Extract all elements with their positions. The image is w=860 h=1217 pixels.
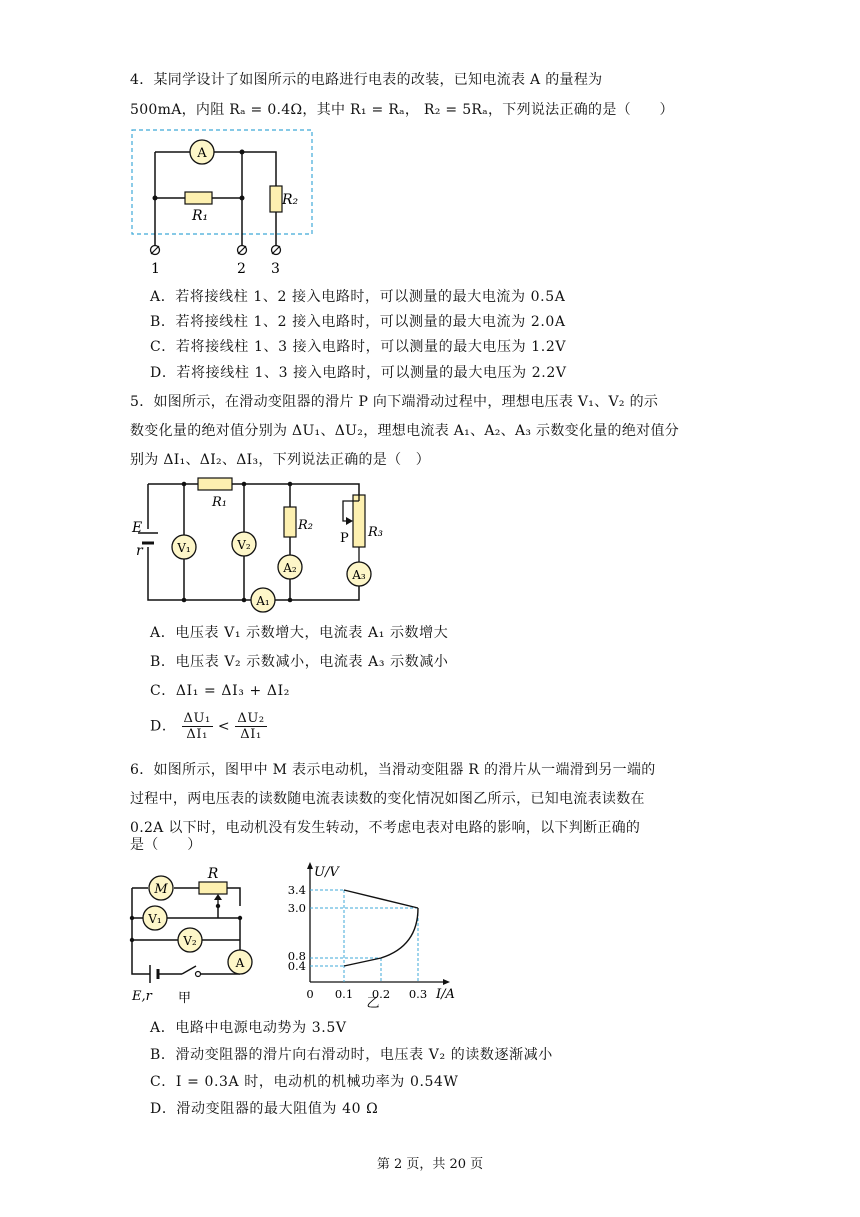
- q5-line-2: 数变化量的绝对值分别为 ΔU₁、ΔU₂，理想电流表 A₁、A₂、A₃ 示数变化量的绝对值分: [130, 423, 680, 439]
- q6-option-c: C．I = 0.3A 时，电动机的机械功率为 0.54W: [150, 1074, 459, 1090]
- resistor-r2-icon: [284, 507, 296, 537]
- svg-text:R₁: R₁: [212, 495, 227, 510]
- q5-line-1: 5．如图所示，在滑动变阻器的滑片 P 向下端滑动过程中，理想电压表 V₁、V₂ 的示: [130, 394, 659, 410]
- svg-text:A₁: A₁: [256, 594, 270, 608]
- svg-text:3.0: 3.0: [287, 901, 306, 915]
- svg-text:U/V: U/V: [314, 865, 339, 880]
- q5-option-d: D． $\frac{\text{ΔU₁}}{\text{ΔI₁}}$ < $\frac{\text{ΔU₂}}{\text{ΔI₁}}$: [150, 711, 265, 742]
- svg-text:0.8: 0.8: [287, 949, 306, 963]
- svg-text:R₁: R₁: [192, 208, 209, 224]
- fraction-du2-di1: $\frac{\text{ΔU₂}}{\text{ΔI₁}}$: [237, 711, 265, 742]
- svg-text:甲: 甲: [178, 991, 192, 1006]
- svg-text:A₂: A₂: [283, 561, 297, 575]
- svg-text:R₃: R₃: [368, 525, 383, 540]
- svg-text:A₃: A₃: [352, 568, 366, 582]
- svg-text:V₁: V₁: [177, 541, 191, 555]
- rheostat-r-icon: [199, 882, 227, 894]
- q4-line-2: 500mA，内阻 Rₐ = 0.4Ω，其中 R₁ = Rₐ， R₂ = 5Rₐ，下列说法正确的是（ ）: [130, 102, 674, 118]
- q6-line-1: 6．如图所示，图甲中 M 表示电动机，当滑动变阻器 R 的滑片从一端滑到另一端的: [130, 762, 656, 778]
- q4-circuit-figure: [130, 128, 315, 278]
- svg-text:P: P: [340, 531, 349, 546]
- svg-text:V₂: V₂: [183, 934, 197, 948]
- page-footer: 第 2 页，共 20 页: [376, 1157, 484, 1172]
- q5-option-b: B．电压表 V₂ 示数减小，电流表 A₃ 示数减小: [150, 654, 449, 670]
- svg-text:E,r: E,r: [132, 989, 152, 1004]
- q6-circuit-figure-a: [126, 866, 276, 1006]
- v2-curve: [344, 908, 418, 966]
- svg-text:0.1: 0.1: [334, 987, 354, 1001]
- q5-option-a: A．电压表 V₁ 示数增大，电流表 A₁ 示数增大: [150, 625, 449, 641]
- svg-text:3.4: 3.4: [287, 883, 306, 897]
- svg-text:0.2: 0.2: [371, 987, 391, 1001]
- q6-line-3: 0.2A 以下时，电动机没有发生转动，不考虑电表对电路的影响，以下判断正确的: [130, 820, 641, 836]
- q6-option-b: B．滑动变阻器的滑片向右滑动时，电压表 V₂ 的读数逐渐减小: [150, 1047, 553, 1063]
- resistor-r2-icon: [270, 186, 282, 212]
- svg-text:0.3: 0.3: [408, 987, 428, 1001]
- svg-text:A: A: [235, 956, 245, 970]
- q6-option-d: D．滑动变阻器的最大阻值为 40 Ω: [150, 1101, 379, 1117]
- svg-text:V₁: V₁: [148, 912, 162, 926]
- q5-option-c: C．ΔI₁ = ΔI₃ + ΔI₂: [150, 683, 290, 699]
- rheostat-r3-icon: [353, 495, 365, 547]
- svg-text:V₂: V₂: [237, 538, 251, 552]
- svg-text:2: 2: [237, 261, 246, 277]
- svg-text:E: E: [132, 520, 143, 536]
- q6-line-4: 是（ ）: [130, 837, 202, 853]
- svg-text:M: M: [154, 882, 168, 897]
- svg-text:r: r: [136, 543, 143, 559]
- v1-line-curve: [344, 890, 418, 908]
- q5-circuit-figure: [130, 474, 383, 614]
- q6-line-2: 过程中，两电压表的读数随电流表读数的变化情况如图乙所示，已知电流表读数在: [130, 791, 645, 807]
- q4-option-b: B．若将接线柱 1、2 接入电路时，可以测量的最大电流为 2.0A: [150, 314, 566, 330]
- svg-text:3: 3: [271, 261, 280, 277]
- svg-text:I/A: I/A: [436, 987, 455, 1002]
- svg-text:0: 0: [306, 987, 314, 1001]
- q6-graph-b: [276, 858, 466, 1011]
- svg-text:1: 1: [151, 261, 160, 277]
- q4-option-d: D．若将接线柱 1、3 接入电路时，可以测量的最大电压为 2.2V: [150, 365, 567, 381]
- q6-option-a: A．电路中电源电动势为 3.5V: [150, 1020, 347, 1036]
- switch-icon: [182, 966, 196, 974]
- svg-text:R₂: R₂: [298, 518, 313, 533]
- fraction-du1-di1: $\frac{\text{ΔU₁}}{\text{ΔI₁}}$: [183, 711, 211, 742]
- q4-option-c: C．若将接线柱 1、3 接入电路时，可以测量的最大电压为 1.2V: [150, 339, 567, 355]
- svg-text:A: A: [197, 146, 207, 161]
- svg-text:乙: 乙: [366, 996, 380, 1011]
- q4-line-1: 4．某同学设计了如图所示的电路进行电表的改装，已知电流表 A 的量程为: [130, 72, 603, 88]
- resistor-r1-icon: [198, 478, 232, 490]
- svg-text:R₂: R₂: [282, 192, 299, 208]
- resistor-r1-icon: [185, 192, 212, 204]
- svg-text:R: R: [207, 866, 219, 882]
- q4-option-a: A．若将接线柱 1、2 接入电路时，可以测量的最大电流为 0.5A: [150, 289, 566, 305]
- svg-text:0.4: 0.4: [287, 959, 306, 973]
- q5-line-3: 别为 ΔI₁、ΔI₂、ΔI₃，下列说法正确的是（ ）: [130, 452, 431, 468]
